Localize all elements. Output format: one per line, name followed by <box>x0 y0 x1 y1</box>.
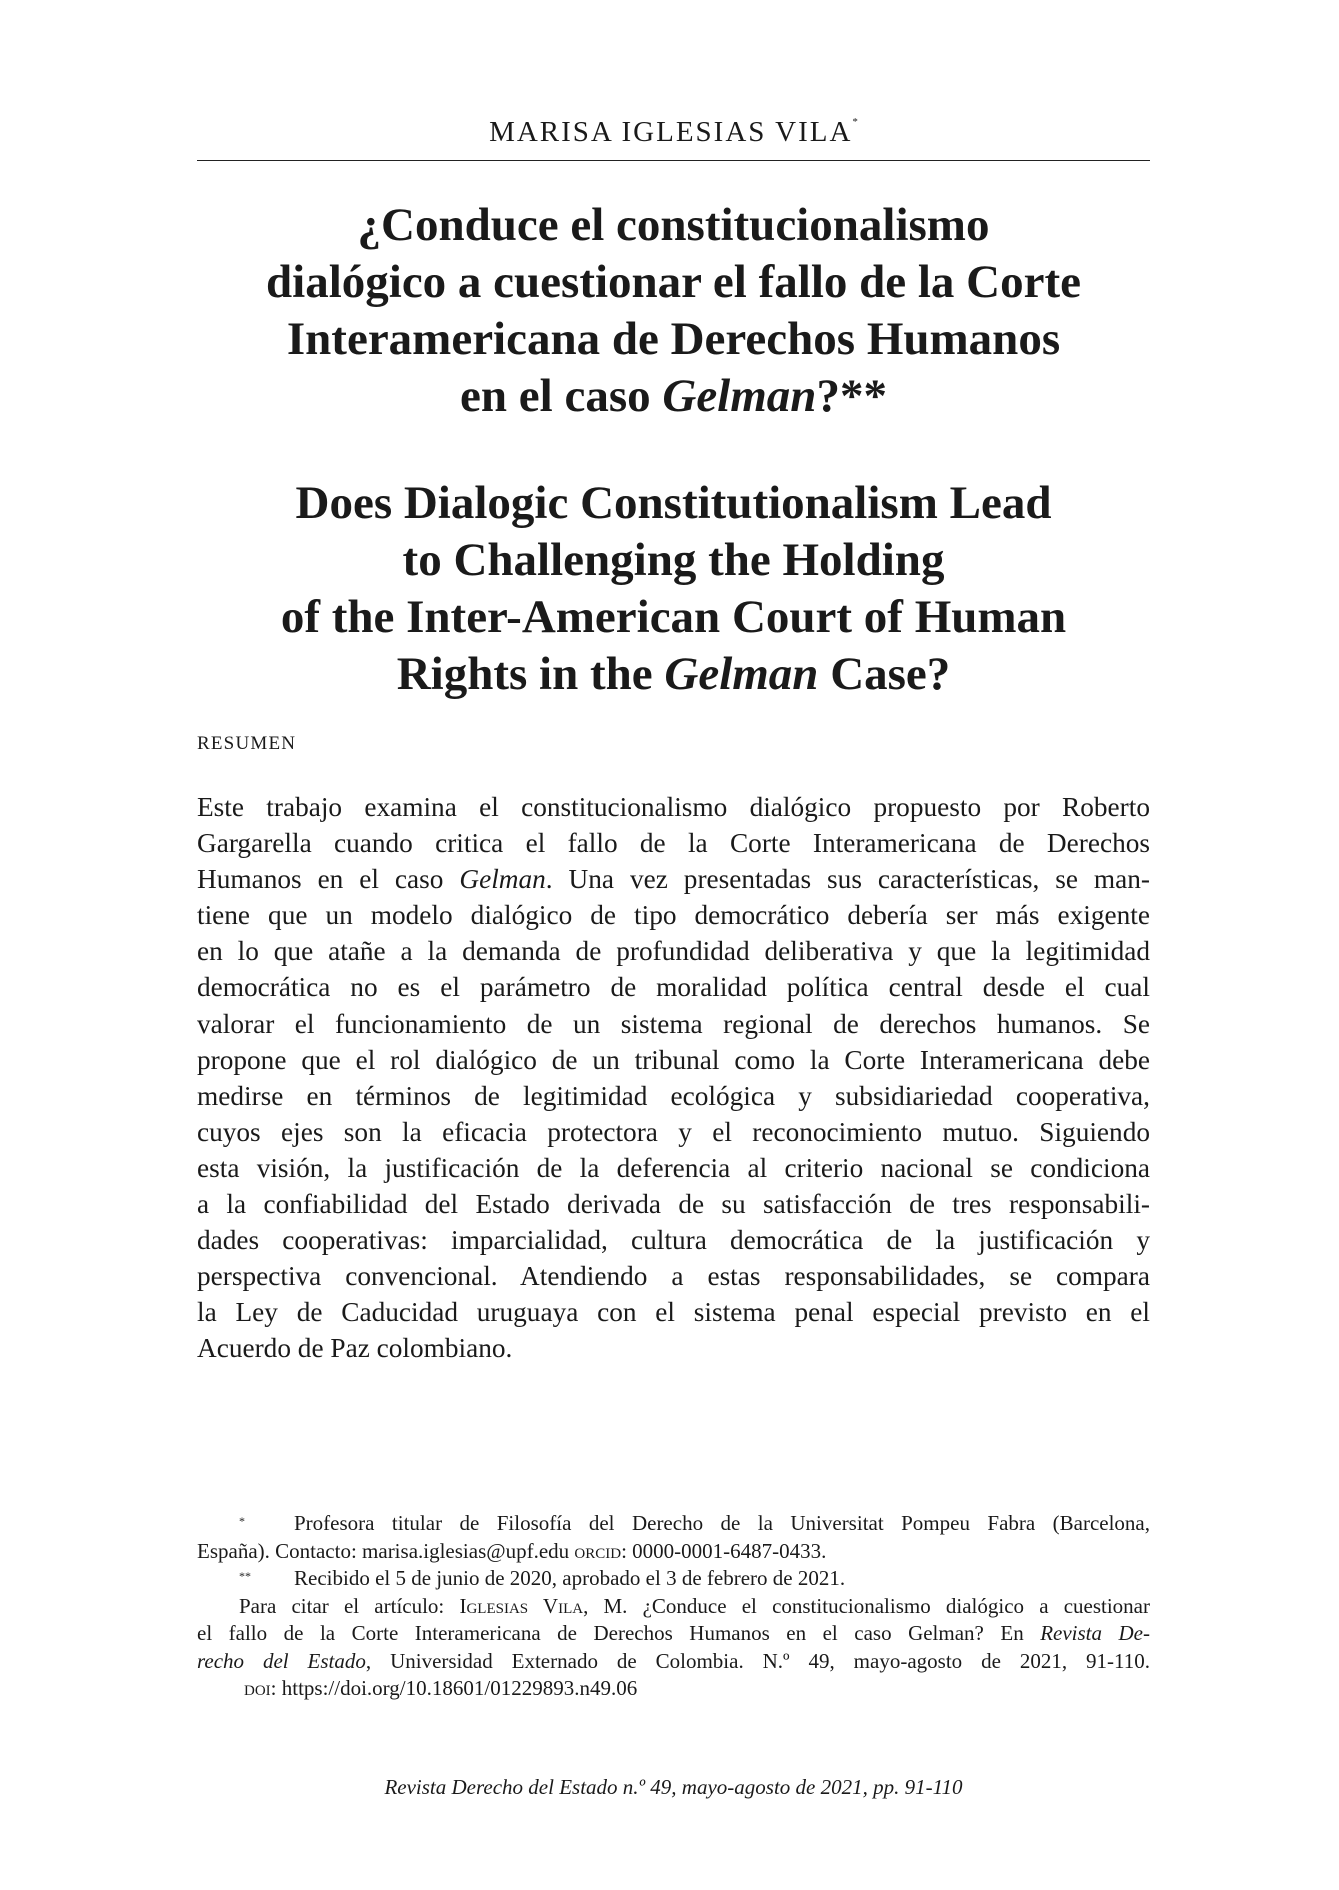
title-es-case-name: Gelman <box>662 370 817 422</box>
section-label-resumen: RESUMEN <box>197 733 297 754</box>
footnote-dates <box>197 1565 1150 1593</box>
abstract-line: valorar el funcionamiento de un sistema regional de derechos humanos. Se <box>197 1008 1150 1039</box>
title-es-line <box>197 368 1150 425</box>
abstract-line: en lo que atañe a la demanda de profundidad deliberativa y que la legitimidad <box>197 936 1150 967</box>
citation-prefix: Para citar el artículo: <box>239 1593 460 1618</box>
abstract <box>197 789 1150 1367</box>
abstract-line <box>197 861 1150 897</box>
title-es-line: dialógico a cuestionar el fallo de la Corte <box>266 256 1081 308</box>
title-spanish <box>197 197 1150 425</box>
author-footnote-mark: * <box>852 116 858 128</box>
footnote-affiliation <box>197 1510 1150 1565</box>
orcid-label: orcid <box>574 1538 622 1563</box>
footnote-line <box>197 1538 1150 1566</box>
footnote-mark: ** <box>239 1569 251 1583</box>
citation-line <box>197 1620 1150 1648</box>
author-name: MARISA IGLESIAS VILA <box>489 116 853 148</box>
title-es-line: Interamericana de Derechos Humanos <box>286 313 1061 365</box>
abstract-line: dades cooperativas: imparcialidad, cultura democrática de la justificación y <box>197 1225 1150 1256</box>
citation-text: , M. ¿Conduce el constitucionalismo dialógico a cuestionar <box>583 1593 1150 1618</box>
title-en-last-suffix: Case? <box>818 648 951 700</box>
footnote-mark: * <box>239 1514 245 1528</box>
footnote-line: Recibido el 5 de junio de 2020, aprobado el 3 de febrero de 2021. <box>294 1566 846 1590</box>
title-en-line: Does Dialogic Constitutionalism Lead <box>295 477 1052 529</box>
abstract-line: la Ley de Caducidad uruguaya con el sistema penal especial previsto en el <box>197 1297 1150 1328</box>
citation-text: , Universidad Externado de Colombia. N.º 49, mayo-agosto de 2021, 91-110. <box>365 1648 1150 1673</box>
abstract-line: perspectiva convencional. Atendiendo a estas responsabilidades, se compara <box>197 1261 1150 1292</box>
contact-text: España). Contacto: marisa.iglesias@upf.edu <box>197 1538 575 1563</box>
abstract-line3-suffix: . Una vez presentadas sus características, se man- <box>545 864 1150 895</box>
abstract-line: propone que el rol dialógico de un tribunal como la Corte Interamericana debe <box>197 1044 1150 1075</box>
doi-label: doi <box>244 1676 271 1700</box>
title-en-case-name: Gelman <box>664 648 819 700</box>
citation-note <box>197 1593 1150 1703</box>
title-es-last-prefix: en el caso <box>460 370 663 422</box>
abstract-line: tiene que un modelo dialógico de tipo democrático debería ser más exigente <box>197 900 1150 931</box>
title-en-last-prefix: Rights in the <box>396 648 665 700</box>
citation-author: Iglesias Vila <box>459 1593 584 1618</box>
title-en-line: to Challenging the Holding <box>402 534 945 586</box>
abstract-line: esta visión, la justificación de la deferencia al criterio nacional se condiciona <box>197 1152 1150 1183</box>
citation-line <box>197 1648 1150 1676</box>
citation-text: el fallo de la Corte Interamericana de Derechos Humanos en el caso Gelman? En <box>197 1621 1041 1645</box>
footnotes <box>197 1510 1150 1703</box>
abstract-case-name: Gelman <box>459 864 546 895</box>
title-en-line: of the Inter-American Court of Human <box>280 591 1067 643</box>
title-es-last-suffix: ?** <box>816 370 887 422</box>
orcid-value: : 0000-0001-6487-0433. <box>621 1538 827 1563</box>
abstract-line: Gargarella cuando critica el fallo de la Corte Interamericana de Derechos <box>197 828 1150 859</box>
title-english <box>197 475 1150 703</box>
header-rule <box>197 160 1150 161</box>
citation-journal: recho del Estado <box>197 1648 366 1673</box>
citation-line <box>197 1593 1150 1621</box>
page-footer: Revista Derecho del Estado n.º 49, mayo-agosto de 2021, pp. 91-110 <box>384 1775 963 1799</box>
abstract-line: Acuerdo de Paz colombiano. <box>197 1333 513 1364</box>
abstract-line: cuyos ejes son la eficacia protectora y el reconocimiento mutuo. Siguiendo <box>197 1116 1150 1147</box>
running-head <box>197 116 1150 149</box>
doi-link[interactable]: : https://doi.org/10.18601/01229893.n49.06 <box>270 1676 638 1700</box>
abstract-line3-prefix: Humanos en el caso <box>197 864 460 895</box>
title-en-line <box>197 646 1150 703</box>
title-es-line: ¿Conduce el constitucionalismo <box>357 199 990 251</box>
citation-journal: Revista De- <box>1040 1621 1150 1645</box>
abstract-line: Este trabajo examina el constitucionalismo dialógico propuesto por Roberto <box>197 792 1150 822</box>
footnote-line: Profesora titular de Filosofía del Derecho de la Universitat Pompeu Fabra (Barcelona, <box>294 1511 1150 1535</box>
abstract-line: a la confiabilidad del Estado derivada de su satisfacción de tres responsabili- <box>197 1189 1150 1220</box>
abstract-line: democrática no es el parámetro de moralidad política central desde el cual <box>197 972 1150 1003</box>
doi-line <box>197 1675 1150 1703</box>
abstract-line: medirse en términos de legitimidad ecológica y subsidiariedad cooperativa, <box>197 1080 1150 1111</box>
